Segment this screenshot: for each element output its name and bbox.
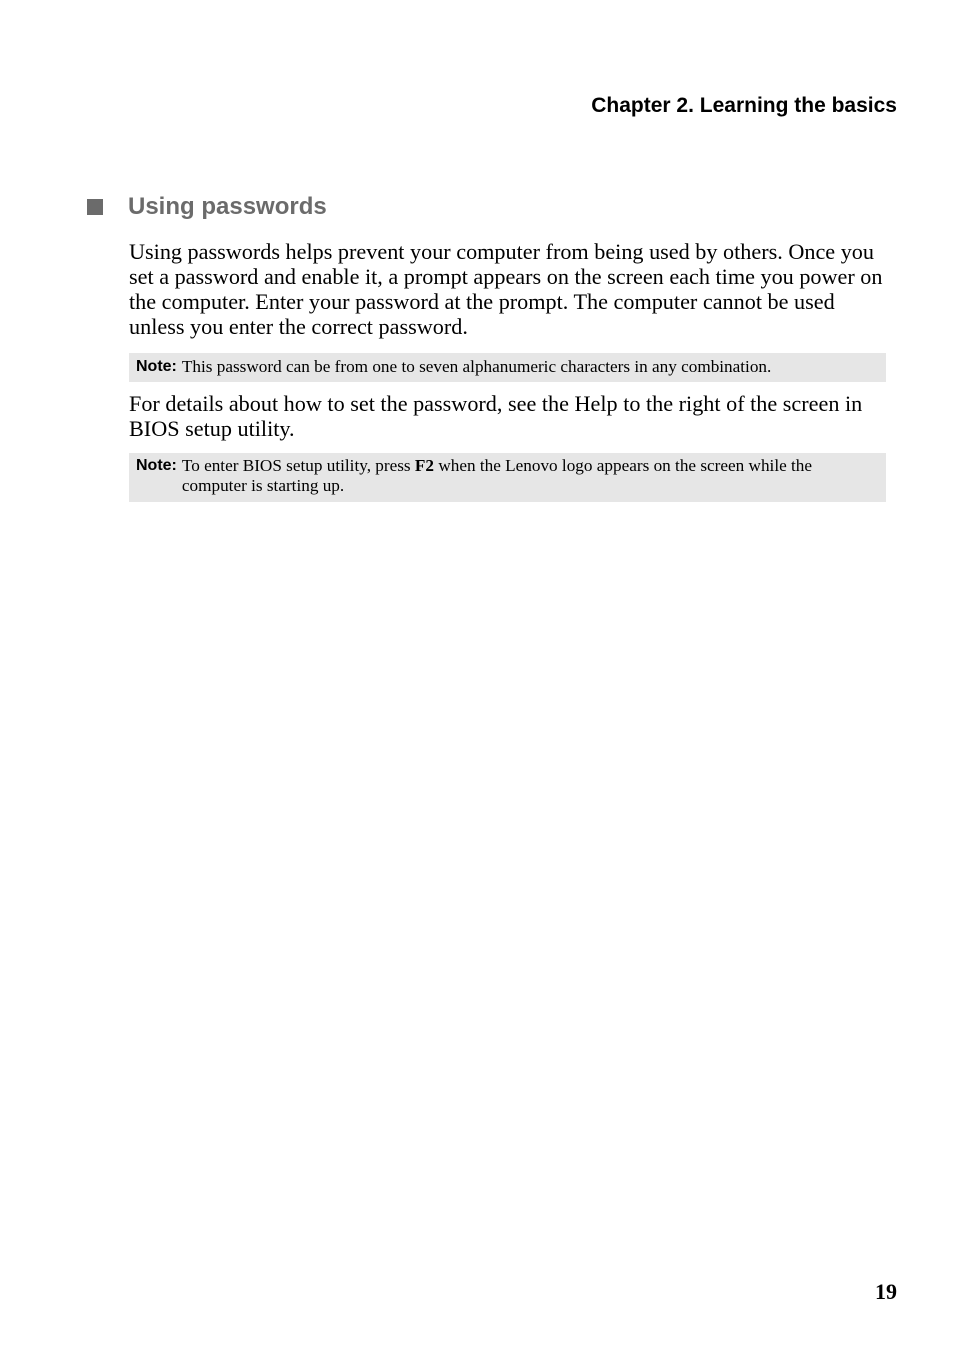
section-heading <box>87 192 327 222</box>
section-content <box>129 239 893 502</box>
section-heading-text: Using passwords <box>128 193 327 220</box>
note-box <box>129 353 886 382</box>
square-bullet-icon <box>87 199 103 215</box>
note-text <box>182 456 880 496</box>
body-paragraph: Using passwords helps prevent your computer from being used by others. Once you set a password and enable it, a prompt appears on the screen each time you power on the computer. Enter your password at the prompt. The computer cannot be used unless you enter the correct password. <box>129 239 883 339</box>
note-label: Note: <box>136 358 177 375</box>
note-text-part: when the Lenovo logo appears on the screen while the computer is starting up. <box>181 456 813 495</box>
note-box <box>129 453 886 502</box>
note-text: This password can be from one to seven alphanumeric characters in any combination. <box>181 357 772 376</box>
note-label: Note: <box>136 457 177 474</box>
page-number: 19 <box>875 1279 897 1304</box>
key-name: F2 <box>414 456 435 475</box>
note-text-part: To enter BIOS setup utility, press <box>181 456 415 475</box>
body-paragraph: For details about how to set the password, see the Help to the right of the screen in BIOS setup utility. <box>129 391 863 441</box>
chapter-header: Chapter 2. Learning the basics <box>591 94 897 117</box>
